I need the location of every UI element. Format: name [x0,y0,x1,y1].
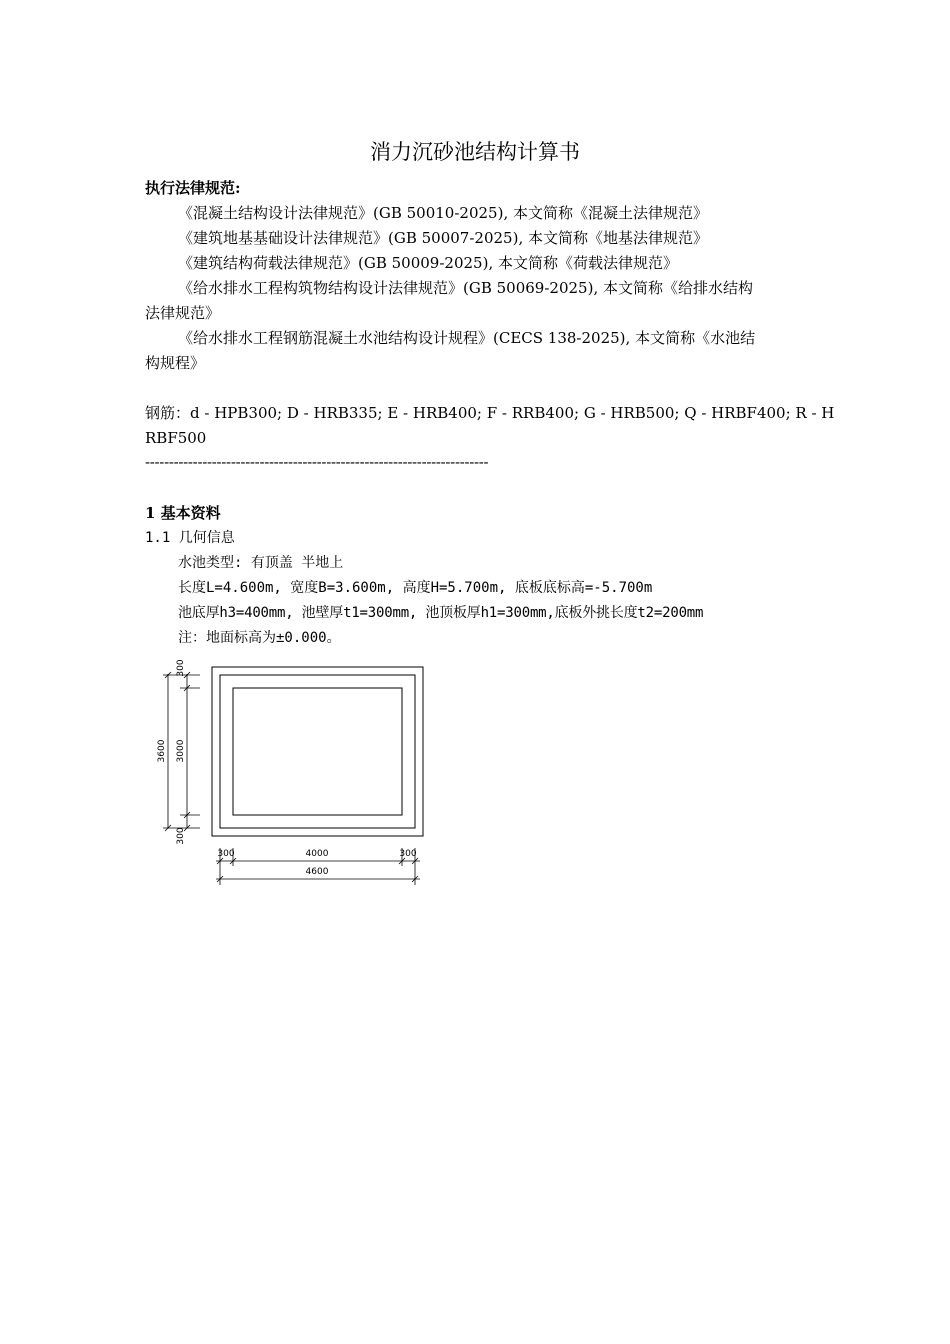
tank-plan-drawing [150,655,440,890]
geometry-line: 池底厚h3=400mm, 池壁厚t1=300mm, 池顶板厚h1=300mm,底板外挑长度t2=200mm [178,605,704,621]
wall-outer-outline [220,675,415,828]
code-line: 《给水排水工程构筑物结构设计法律规范》(GB 50069-2025), 本文简称《给排水结构 [178,279,753,297]
rebar-line: 钢筋：d - HPB300; D - HRB335; E - HRB400; F - RRB400; G - HRB500; Q - HRBF400; R - H [145,404,835,422]
separator-line: ------------------------------------------------------------------------ [145,453,489,471]
section-heading: 1 基本资料 [145,504,221,522]
code-line: 《建筑结构荷载法律规范》(GB 50009-2025), 本文简称《荷载法律规范》 [178,254,678,272]
code-line: 《建筑地基基础设计法律规范》(GB 50007-2025), 本文简称《地基法律规范》 [178,229,708,247]
geometry-line: 水池类型: 有顶盖 半地上 [178,555,344,571]
rebar-line-continued: RBF500 [145,429,207,447]
base-slab-outline [212,667,423,836]
code-line: 《给水排水工程钢筋混凝土水池结构设计规程》(CECS 138-2025), 本文简称《水池结 [178,329,756,347]
subsection-heading: 1.1 几何信息 [145,530,235,546]
dim-left-total: 3600 [157,739,167,763]
code-heading: 执行法律规范: [145,179,241,197]
code-line: 《混凝土结构设计法律规范》(GB 50010-2025), 本文简称《混凝土法律规范》 [178,204,708,222]
geometry-line: 注：地面标高为±0.000。 [178,630,341,646]
wall-inner-outline [233,688,402,815]
document-title: 消力沉砂池结构计算书 [370,140,580,164]
dim-bottom-middle: 4000 [305,849,329,859]
code-line-continued: 法律规范》 [145,304,221,322]
dim-left-bottom: 300 [176,827,186,845]
dim-bottom-right: 300 [399,849,417,859]
code-line-continued: 构规程》 [145,354,206,372]
dim-left-middle: 3000 [176,739,186,763]
dim-bottom-left: 300 [217,849,235,859]
geometry-line: 长度L=4.600m, 宽度B=3.600m, 高度H=5.700m, 底板底标高=-5.700m [178,580,653,596]
dim-bottom-total: 4600 [305,867,329,877]
dim-left-top: 300 [176,659,186,677]
